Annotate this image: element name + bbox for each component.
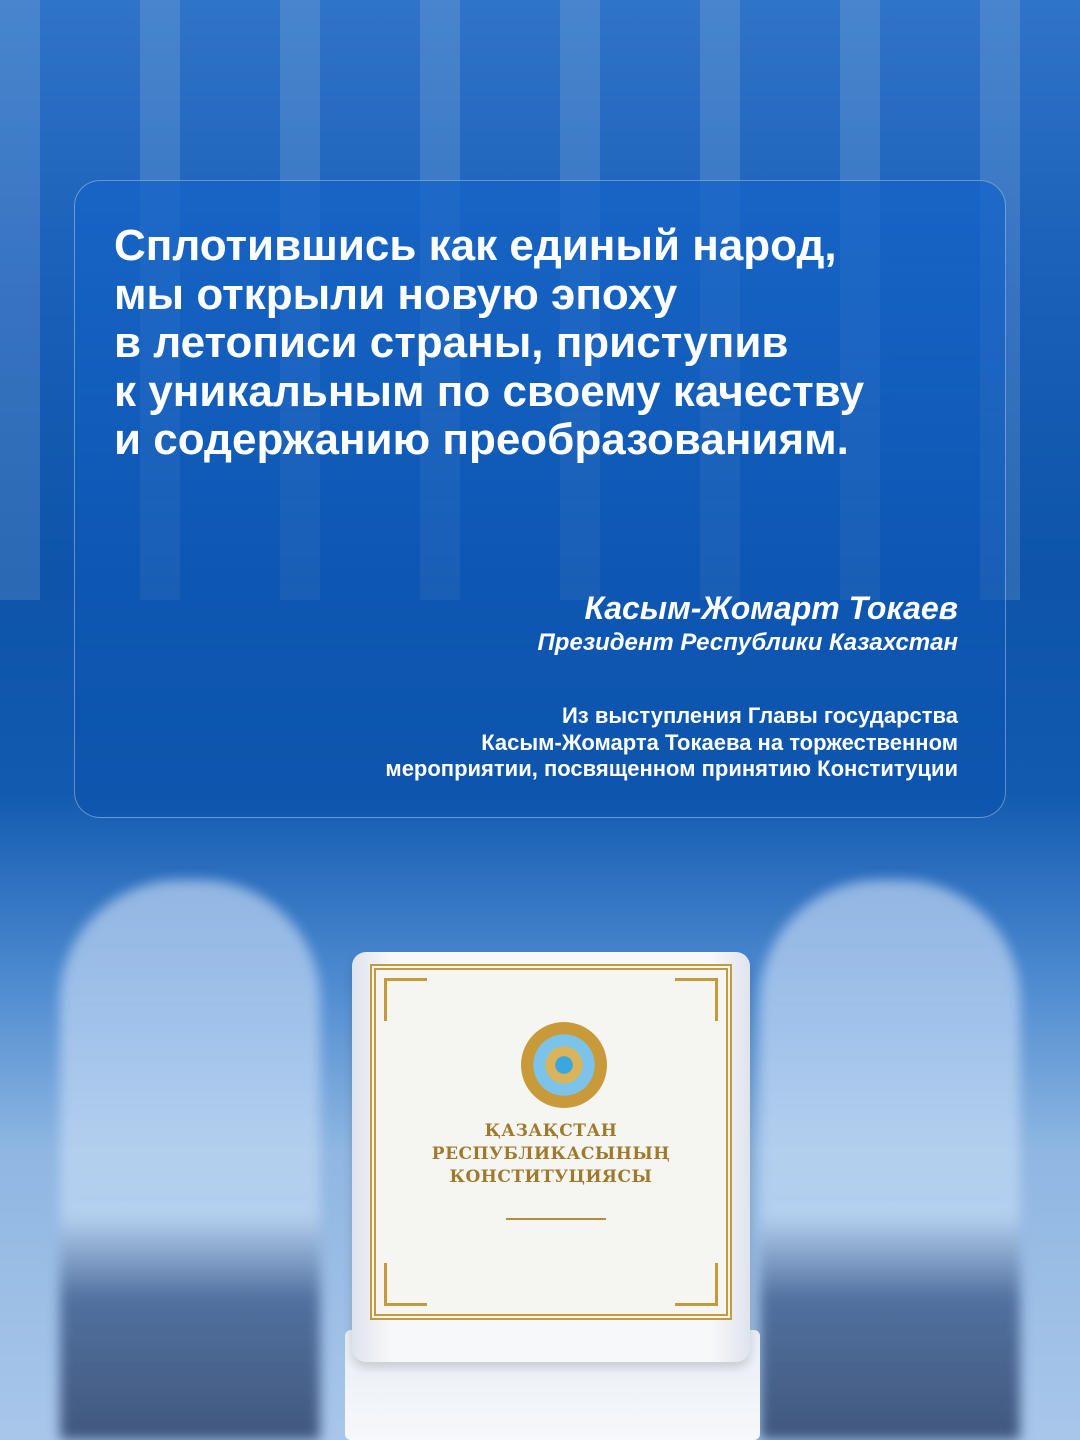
book-title-line: РЕСПУБЛИКАСЫНЫҢ (431, 1144, 671, 1164)
divider-ornament-icon (506, 1218, 606, 1220)
quote-line: в летописи страны, приступив (114, 318, 789, 367)
background-guard-right (760, 880, 1020, 1440)
book-cover (370, 964, 732, 1320)
quote-line: и содержанию преобразованиям. (114, 415, 849, 464)
source-line: Касым-Жомарта Токаева на торжественном (481, 729, 958, 755)
quote-line: Сплотившись как единый народ, (114, 221, 837, 270)
source-note (385, 703, 958, 783)
quote-text (114, 222, 994, 465)
quote-line: мы открыли новую эпоху (114, 269, 678, 319)
book-title (376, 1120, 726, 1189)
author-name: Касым-Жомарт Токаев (584, 590, 958, 626)
ornament-icon (675, 1263, 718, 1306)
state-emblem-icon (521, 1022, 607, 1108)
ornament-icon (384, 978, 427, 1021)
author-role: Президент Республики Казахстан (537, 629, 958, 656)
quote-line: к уникальным по своему качеству (114, 366, 865, 416)
ornament-icon (675, 978, 718, 1021)
author-block (538, 588, 958, 658)
ornament-icon (384, 1263, 427, 1306)
background-guard-left (60, 880, 320, 1440)
source-line: мероприятии, посвященном принятию Конституции (385, 756, 958, 781)
source-line: Из выступления Главы государства (561, 703, 958, 728)
book-title-line: КОНСТИТУЦИЯСЫ (449, 1167, 653, 1187)
constitution-book (352, 952, 750, 1362)
book-title-line: ҚАЗАҚСТАН (484, 1121, 618, 1141)
